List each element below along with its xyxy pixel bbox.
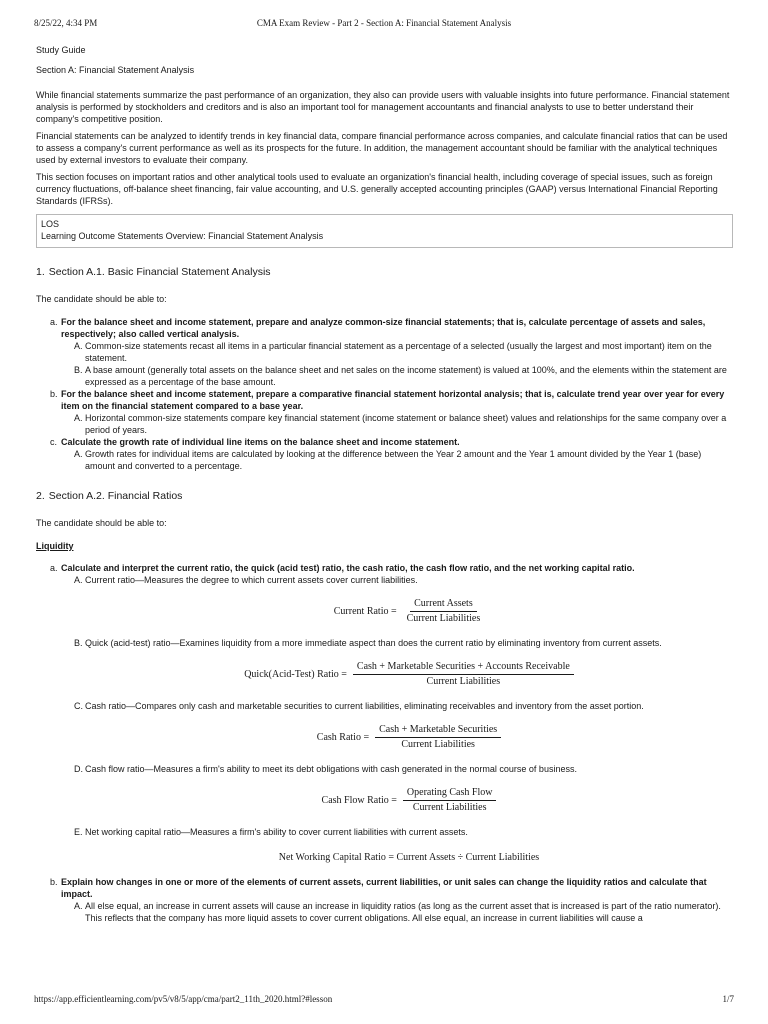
- sub-item-text: All else equal, an increase in current assets will cause an increase in liquidity ratios (as long as the current asset that is increased is part of the ratio numerator). This reflects that the company has more liquid assets to cover current obligations. All else equal, an increase in current liabilities will cause a: [85, 901, 721, 923]
- section-number: 2.: [36, 490, 45, 502]
- intro-paragraph-2: Financial statements can be analyzed to identify trends in key financial data, compare financial performance across companies, and calculate financial ratios that can be used to assess a company's current performance as well as its prospects for the future. In addition, the management accountant should be familiar with the analytical techniques used by external investors to evaluate their company.: [36, 131, 728, 165]
- section-heading-text: Section A.2. Financial Ratios: [48, 490, 183, 502]
- quick-ratio-formula: Quick(Acid-Test) Ratio = $\frac{\text{Cash + Marketable Securities + Accounts Receivable}}{\text{Current Liabilities}}$: [85, 661, 733, 688]
- print-datetime: 8/25/22, 4:34 PM: [34, 18, 98, 28]
- page-number: 1/7: [722, 994, 734, 1004]
- section-title: Section A: Financial Statement Analysis: [36, 65, 195, 75]
- liquidity-heading: Liquidity: [36, 541, 74, 551]
- sub-item-text: Growth rates for individual items are calculated by looking at the difference between the Year 2 amount and the Year 1 amount divided by the Year 1 (base) amount and converted to a percentage.: [85, 449, 702, 471]
- objective-item: [36, 316, 733, 388]
- section-a1-heading: [36, 266, 733, 279]
- intro-paragraph-3: This section focuses on important ratios and other analytical tools used to evaluate an organization's financial health, including coverage of special issues, such as foreign currency fluctuations, off-balance sheet financing, fair value accounting, and U.S. generally accepted accounting principles (GAAP) versus International Financial Reporting Standards (IFRSs).: [36, 172, 718, 206]
- list-marker: a.: [50, 317, 58, 327]
- sub-list: [61, 574, 733, 864]
- section-a2-heading: [36, 490, 733, 503]
- page-footer: [34, 993, 734, 1005]
- list-marker: b.: [50, 877, 58, 887]
- sub-item-text: Cash ratio—Compares only cash and marketable securities to current liabilities, eliminating receivables and inventory from the asset portion.: [85, 701, 644, 711]
- objective-item: [36, 876, 733, 924]
- net-working-capital-formula: Net Working Capital Ratio = Current Assets ÷ Current Liabilities: [278, 852, 540, 863]
- sub-list: [61, 412, 733, 436]
- sub-list: [61, 340, 733, 388]
- objective-text: For the balance sheet and income statement, prepare a comparative financial statement horizontal analysis; that is, calculate trend year over year for every item on the financial statement compared to a base year.: [61, 389, 725, 411]
- sub-item: A. Horizontal common-size statements compare key financial statement (income statement or balance sheet) values and relationships for the same company over a period of years.: [74, 413, 727, 435]
- current-ratio-formula: Current Ratio = $\frac{\text{Current Assets}}{\text{Current Liabilities}}$: [333, 598, 481, 624]
- sub-item-text: A base amount (generally total assets on the balance sheet and net sales on the income statement) is valued at 100%, and the elements within the statement are expressed as a percentage of the base amount.: [85, 365, 727, 387]
- section-heading-text: Section A.1. Basic Financial Statement Analysis: [48, 266, 271, 278]
- study-guide-label: Study Guide: [36, 45, 86, 55]
- objective-item: [36, 562, 733, 864]
- list-marker: c.: [50, 437, 58, 447]
- objective-text: For the balance sheet and income statement, prepare and analyze common-size financial statements; that is, calculate percentage of assets and sales, respectively; also called vertical analysis.: [61, 317, 706, 339]
- objective-text: Calculate and interpret the current ratio, the quick (acid test) ratio, the cash ratio, the cash flow ratio, and the net working capital ratio.: [61, 563, 635, 573]
- sub-item: A. All else equal, an increase in current assets will cause an increase in liquidity ratios (as long as the current asset that is increased is part of the ratio numerator). This reflects that the company has more liquid assets to cover current obligations. All else equal, an increase in current liabilities will cause a: [74, 901, 721, 923]
- los-overview-link[interactable]: Learning Outcome Statements Overview: Financial Statement Analysis: [41, 231, 324, 241]
- sub-list: [61, 448, 733, 472]
- intro-paragraph-1: While financial statements summarize the past performance of an organization, they also can provide users with valuable insights into future performance. Financial statement analysis is performed by stockholders and creditors and is also an important tool for management accountants and financial analysts to use to better understand their company's competitive position.: [36, 90, 730, 124]
- sub-item: C. Cash ratio—Compares only cash and marketable securities to current liabilities, eliminating receivables and inventory from the asset portion. Cash Ratio = $\frac{\text{Cash + Marketable Securities}}{\text{Current Liabilities}}$: [61, 700, 733, 751]
- candidate-intro: The candidate should be able to:: [36, 518, 167, 528]
- cash-ratio-formula: Cash Ratio = $\frac{\text{Cash + Marketable Securities}}{\text{Current Liabilities}}$: [85, 724, 733, 751]
- sub-item: A. Common-size statements recast all items in a particular financial statement as a percentage of a selected (usually the largest and most important) item on the statement.: [74, 341, 712, 363]
- sub-item-text: Net working capital ratio—Measures a firm's ability to cover current liabilities with current assets.: [85, 827, 468, 837]
- sub-item-text: Horizontal common-size statements compare key financial statement (income statement or balance sheet) values and relationships for the same company over a period of years.: [85, 413, 727, 435]
- objective-text: Explain how changes in one or more of the elements of current assets, current liabilities, or unit sales can change the liquidity ratios and calculate that impact.: [61, 877, 707, 899]
- page-header: [34, 17, 734, 29]
- sub-item-text: Common-size statements recast all items in a particular financial statement as a percentage of a selected (usually the largest and most important) item on the statement.: [85, 341, 712, 363]
- objective-list: [36, 562, 733, 924]
- sub-item: A. Growth rates for individual items are calculated by looking at the difference between the Year 2 amount and the Year 1 amount divided by the Year 1 (base) amount and converted to a percentage.: [74, 449, 702, 471]
- document-body: [36, 44, 733, 924]
- sub-list: [61, 900, 733, 924]
- los-label: LOS: [41, 219, 60, 229]
- sub-item: D. Cash flow ratio—Measures a firm's ability to meet its debt obligations with cash generated in the normal course of business. Cash Flow Ratio = $\frac{\text{Operating Cash Flow}}{\text{Current Liabilities}}$: [61, 763, 733, 814]
- objective-item: [36, 436, 733, 472]
- sub-item-text: Cash flow ratio—Measures a firm's ability to meet its debt obligations with cash generated in the normal course of business.: [85, 764, 577, 774]
- sub-item: E. Net working capital ratio—Measures a firm's ability to cover current liabilities with current assets. Net Working Capital Ratio = Current Assets ÷ Current Liabilities: [61, 826, 733, 864]
- page-url: https://app.efficientlearning.com/pv5/v8/5/app/cma/part2_11th_2020.html?#lesson: [34, 994, 333, 1004]
- list-marker: a.: [50, 563, 58, 573]
- candidate-intro: The candidate should be able to:: [36, 294, 167, 304]
- los-box[interactable]: [36, 214, 733, 248]
- print-title: CMA Exam Review - Part 2 - Section A: Financial Statement Analysis: [256, 18, 512, 28]
- section-number: 1.: [36, 266, 45, 278]
- objective-item: [36, 388, 733, 436]
- sub-item: B. A base amount (generally total assets on the balance sheet and net sales on the income statement) is valued at 100%, and the elements within the statement are expressed as a percentage of the base amount.: [74, 365, 727, 387]
- sub-item-text: Quick (acid-test) ratio—Examines liquidity from a more immediate aspect than does the current ratio by eliminating inventory from current assets.: [85, 638, 662, 648]
- list-marker: b.: [50, 389, 58, 399]
- sub-item-text: Current ratio—Measures the degree to which current assets cover current liabilities.: [85, 575, 418, 585]
- objective-list: [36, 316, 733, 472]
- sub-item: A. Current ratio—Measures the degree to which current assets cover current liabilities. Current Ratio = $\frac{\text{Current Assets}}{\text{Current Liabilities}}$: [61, 574, 733, 625]
- objective-text: Calculate the growth rate of individual line items on the balance sheet and income statement.: [61, 437, 460, 447]
- sub-item: B. Quick (acid-test) ratio—Examines liquidity from a more immediate aspect than does the current ratio by eliminating inventory from current assets. Quick(Acid-Test) Ratio = $\frac{\text{Cash + Marketable Securities + Accounts Receivable}}{\text{Current Liabilities}}$: [61, 637, 733, 688]
- cash-flow-ratio-formula: Cash Flow Ratio = $\frac{\text{Operating Cash Flow}}{\text{Current Liabilities}}$: [85, 787, 733, 814]
